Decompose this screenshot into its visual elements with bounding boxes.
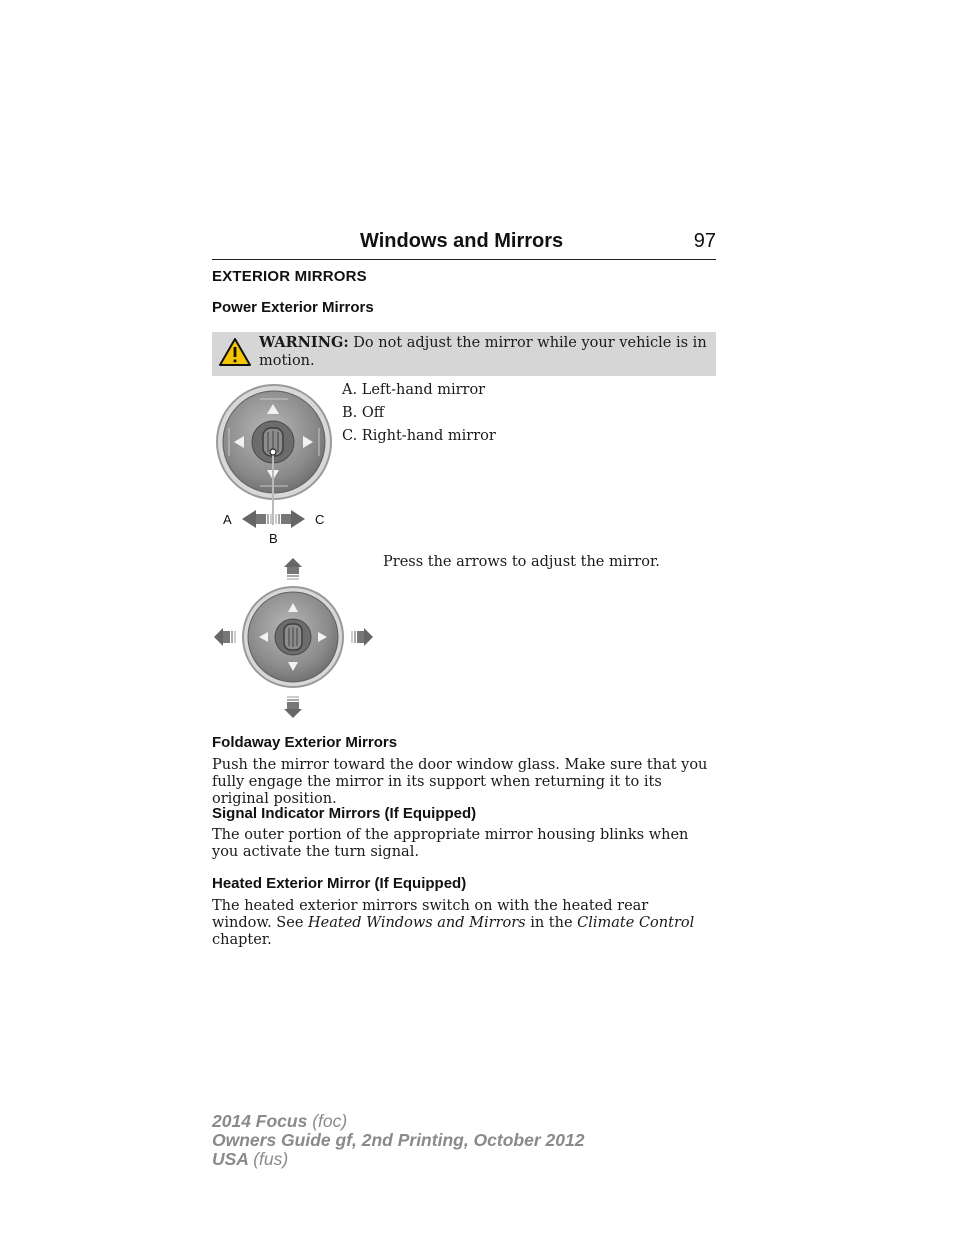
mirror-adjust-illustration: [212, 555, 376, 721]
footer-market-code: (fus): [253, 1149, 289, 1169]
heated-text-part-1: The heated exterior mirrors switch on with the heated rear window. See: [212, 898, 649, 931]
footer-model-code: (foc): [312, 1111, 348, 1131]
figure-label-a: A: [223, 512, 232, 527]
power-mirrors-heading: Power Exterior Mirrors: [212, 299, 374, 316]
heated-text-part-3: chapter.: [212, 932, 272, 948]
page-header: [212, 228, 716, 260]
chapter-title: Windows and Mirrors: [360, 230, 564, 252]
warning-message: Do not adjust the mirror while your vehicle is in motion.: [259, 335, 707, 369]
signal-text: The outer portion of the appropriate mirror housing blinks when you activate the turn signal.: [212, 827, 689, 860]
footer-line-3: [212, 1150, 584, 1169]
legend-item-b: B. Off: [342, 405, 385, 421]
warning-text-block: [259, 334, 709, 370]
heated-windows-reference: Heated Windows and Mirrors: [308, 915, 526, 931]
foldaway-heading: Foldaway Exterior Mirrors: [212, 734, 398, 751]
heated-heading: Heated Exterior Mirror (If Equipped): [212, 875, 467, 892]
section-title: EXTERIOR MIRRORS: [212, 268, 367, 285]
warning-triangle-icon: [218, 336, 252, 368]
figure-label-c: C: [315, 512, 325, 527]
figure-label-b: B: [269, 531, 278, 546]
footer-line-1: [212, 1112, 584, 1131]
page-number: 97: [693, 230, 716, 252]
footer-model: 2014 Focus: [212, 1111, 308, 1131]
heated-text: [212, 898, 712, 949]
heated-text-part-2: in the: [530, 915, 573, 931]
footer-market: USA: [212, 1149, 249, 1169]
legend-item-a: A. Left-hand mirror: [342, 382, 486, 398]
warning-box: [212, 332, 716, 376]
mirror-selector-illustration: [212, 382, 338, 548]
signal-heading: Signal Indicator Mirrors (If Equipped): [212, 805, 477, 822]
foldaway-text: Push the mirror toward the door window glass. Make sure that you fully engage the mirror in its support when returning it to its original position.: [212, 757, 708, 807]
figure-legend: [342, 379, 496, 448]
footer-line-2: Owners Guide gf, 2nd Printing, October 2012: [212, 1130, 585, 1150]
page-footer: [212, 1112, 584, 1169]
adjust-caption: Press the arrows to adjust the mirror.: [383, 554, 660, 570]
warning-label: WARNING:: [259, 334, 349, 351]
climate-control-reference: Climate Control: [577, 915, 695, 931]
legend-item-c: C. Right-hand mirror: [342, 428, 496, 444]
